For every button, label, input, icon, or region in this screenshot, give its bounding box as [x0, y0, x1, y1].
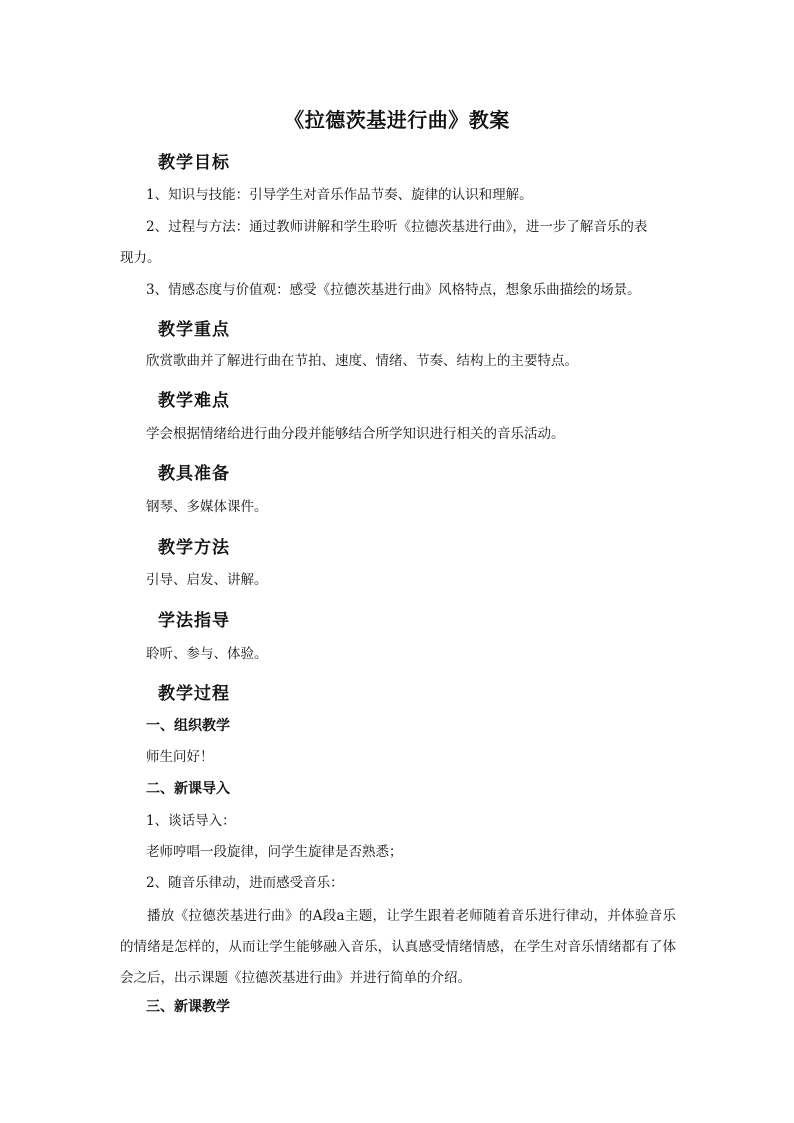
process-part-3-heading: 三、新课教学: [146, 999, 230, 1015]
objective-item-3: 3、情感态度与价值观：感受《拉德茨基进行曲》风格特点，想象乐曲描绘的场景。: [146, 282, 641, 298]
objective-item-2-line-2: 现力。: [120, 250, 161, 266]
heading-methods: 教学方法: [158, 538, 230, 558]
methods-text: 引导、启发、讲解。: [146, 572, 268, 588]
process-step-1-text: 老师哼唱一段旋律，问学生旋律是否熟悉；: [146, 844, 403, 860]
heading-study-guide: 学法指导: [158, 611, 230, 631]
difficulties-text: 学会根据情绪给进行曲分段并能够结合所学知识进行相关的音乐活动。: [146, 426, 565, 442]
process-part-1-heading: 一、组织教学: [146, 718, 230, 734]
heading-process: 教学过程: [158, 684, 230, 704]
heading-materials: 教具准备: [158, 464, 230, 484]
process-part-1-text: 师生问好！: [146, 749, 214, 765]
objective-item-1: 1、知识与技能：引导学生对音乐作品节奏、旋律的认识和理解。: [146, 187, 533, 203]
objective-item-2-line-1: 2、过程与方法：通过教师讲解和学生聆听《拉德茨基进行曲》，进一步了解音乐的表: [146, 219, 648, 235]
materials-text: 钢琴、多媒体课件。: [146, 499, 268, 515]
process-step-2-paragraph: 播放《拉德茨基进行曲》的A段a主题，让学生跟着老师随着音乐进行律动，并体验音乐的情绪是怎样的，从而让学生能够融入音乐，认真感受情绪情感，在学生对音乐情绪都有了体会之后，出示课题《拉德茨基进行曲》并进行简单的介绍。: [120, 908, 676, 986]
heading-difficulties: 教学难点: [158, 391, 230, 411]
process-step-1: 1、谈话导入：: [146, 813, 236, 829]
study-guide-text: 聆听、参与、体验。: [146, 646, 268, 662]
key-points-text: 欣赏歌曲并了解进行曲在节拍、速度、情绪、节奏、结构上的主要特点。: [146, 353, 578, 369]
heading-key-points: 教学重点: [158, 320, 230, 340]
document-title: 《拉德茨基进行曲》教案: [284, 108, 510, 132]
heading-objectives: 教学目标: [158, 153, 230, 173]
process-part-2-heading: 二、新课导入: [146, 781, 230, 797]
process-step-2: 2、随音乐律动，进而感受音乐：: [146, 875, 344, 891]
